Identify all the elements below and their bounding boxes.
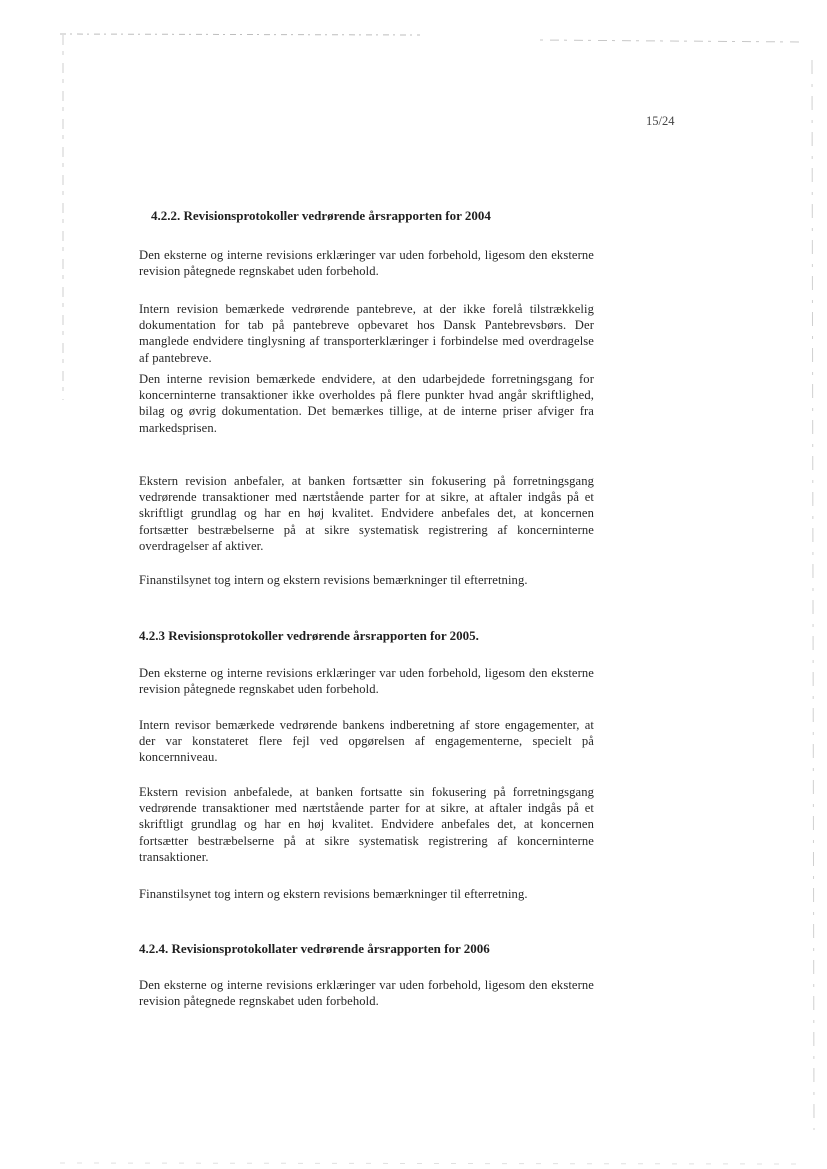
scan-bottom-edge (60, 1163, 800, 1164)
page-number: 15/24 (646, 114, 675, 128)
paragraph: Ekstern revision anbefalede, at banken fortsatte sin fokusering på forretningsgang vedrørende transaktioner med nærtstående parter for at sikre, at aftaler indgås på et skriftligt grundlag og har en høj kvalitet. Endvidere anbefales det, at koncernen fortsætter bestræbelserne på at sikre systematisk registrering af koncerninterne transaktioner. (139, 785, 594, 864)
paragraph: Finanstilsynet tog intern og ekstern revisions bemærkninger til efterretning. (139, 887, 528, 901)
section-heading-2005: 4.2.3 Revisionsprotokoller vedrørende årsrapporten for 2005. (139, 628, 479, 643)
section-heading-2006: 4.2.4. Revisionsprotokollater vedrørende årsrapporten for 2006 (139, 941, 490, 956)
scan-top-edge-right (540, 40, 800, 42)
paragraph: Den eksterne og interne revisions erklæringer var uden forbehold, ligesom den eksterne revision påtegnede regnskabet uden forbehold. (139, 666, 594, 697)
paragraph: Intern revisor bemærkede vedrørende bankens indberetning af store engagementer, at der var konstateret flere fejl ved opgørelsen af engagementerne, specielt på koncernniveau. (139, 718, 594, 765)
scan-right-edge (812, 60, 814, 1130)
paragraph: Den eksterne og interne revisions erklæringer var uden forbehold, ligesom den eksterne revision påtegnede regnskabet uden forbehold. (139, 248, 594, 279)
paragraph: Den interne revision bemærkede endvidere, at den udarbejdede forretningsgang for koncerninterne transaktioner ikke overholdes på flere punkter hvad angår skriftlighed, bilag og øvrig dokumentation. Det bemærkes tillige, at de interne priser afviger fra markedsprisen. (139, 372, 594, 435)
paragraph: Den eksterne og interne revisions erklæringer var uden forbehold, ligesom den eksterne revision påtegnede regnskabet uden forbehold. (139, 978, 594, 1009)
paragraph: Finanstilsynet tog intern og ekstern revisions bemærkninger til efterretning. (139, 573, 528, 587)
scan-top-edge (60, 34, 420, 35)
paragraph: Ekstern revision anbefaler, at banken fortsætter sin fokusering på forretningsgang vedrørende transaktioner med nærtstående parter for at sikre, at aftaler indgås på et skriftligt grundlag og har en høj kvalitet. Endvidere anbefales det, at koncernen fortsætter bestræbelserne på at sikre systematisk registrering af koncerninterne overdragelser af aktiver. (139, 474, 594, 553)
paragraph: Intern revision bemærkede vedrørende pantebreve, at der ikke forelå tilstrækkelig dokumentation for tab på pantebreve opbevaret hos Dansk Pantebrevsbørs. Der manglede endvidere tinglysning af transporterklæringer i forbindelse med overdragelse af pantebreve. (139, 302, 594, 365)
section-heading-2004: 4.2.2. Revisionsprotokoller vedrørende årsrapporten for 2004 (151, 208, 491, 223)
